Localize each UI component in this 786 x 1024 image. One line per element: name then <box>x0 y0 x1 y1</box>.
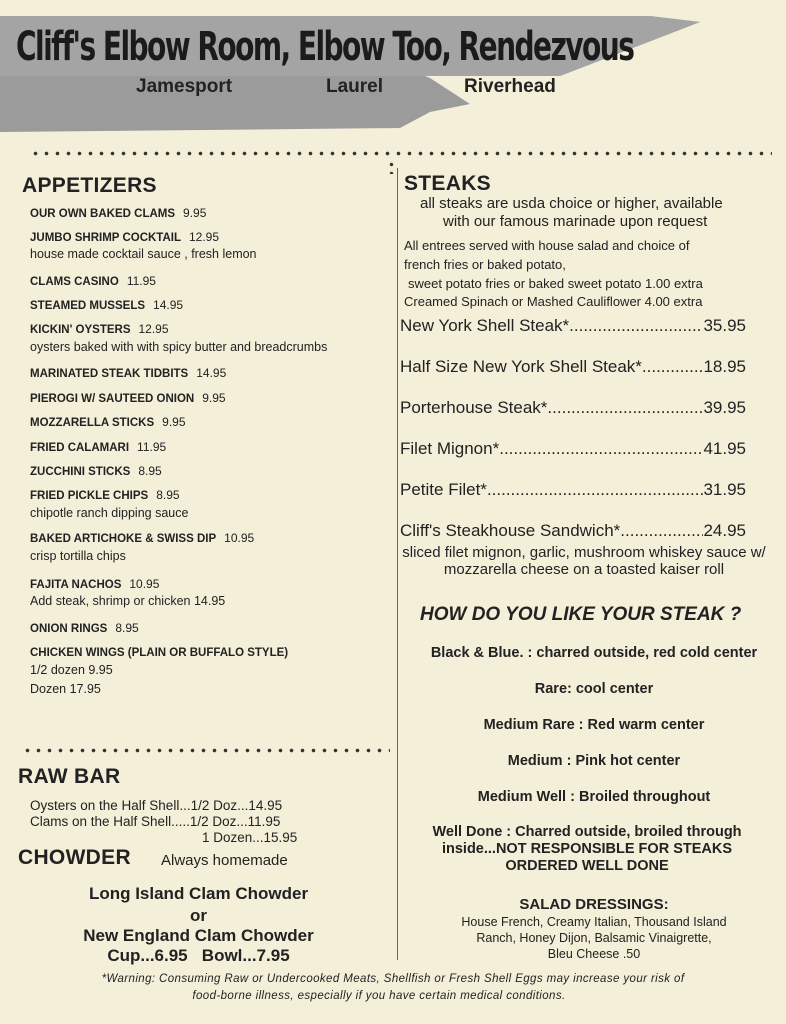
doneness-level: Black & Blue. : charred outside, red cold center <box>430 645 758 661</box>
chowder-line: New England Clam Chowder <box>83 926 314 945</box>
raw-bar-line: 1 Dozen...15.95 <box>202 830 298 845</box>
appetizer-desc: house made cocktail sauce , fresh lemon <box>30 247 257 261</box>
appetizer-item: CLAMS CASINO 11.95 <box>30 274 156 288</box>
appetizers-title: APPETIZERS <box>22 174 157 197</box>
dressings-line: House French, Creamy Italian, Thousand Island <box>461 915 727 929</box>
appetizer-item: FAJITA NACHOS 10.95 <box>30 577 160 591</box>
warning-text: *Warning: Consuming Raw or Undercooked Meats, Shellfish or Fresh Shell Eggs may increase your risk of <box>101 973 685 985</box>
doneness-level: Medium Rare : Red warm center <box>483 717 705 733</box>
restaurant-title: Cliff's Elbow Room, Elbow Too, Rendezvous <box>16 24 634 70</box>
steak-item: Filet Mignon* ..... 41.95 <box>400 439 746 459</box>
raw-bar-title: RAW BAR <box>18 765 121 788</box>
appetizer-desc: 1/2 dozen 9.95 <box>30 663 113 677</box>
steak-item: Petite Filet* ..... 31.95 <box>400 480 746 500</box>
appetizer-item: ZUCCHINI STICKS 8.95 <box>30 464 162 478</box>
appetizer-item: OUR OWN BAKED CLAMS 9.95 <box>30 206 207 220</box>
raw-bar-line: Oysters on the Half Shell...1/2 Doz...14.95 <box>30 798 283 813</box>
appetizer-item: STEAMED MUSSELS 14.95 <box>30 298 184 312</box>
appetizer-desc: Add steak, shrimp or chicken 14.95 <box>30 594 226 608</box>
steak-item: Cliff's Steakhouse Sandwich* ..... 24.95 <box>400 521 746 541</box>
divider-rawbar <box>22 748 390 753</box>
steaks-subtitle: all steaks are usda choice or higher, available <box>420 195 723 212</box>
location-jamesport: Jamesport <box>136 76 233 97</box>
entree-note: Creamed Spinach or Mashed Cauliflower 4.00 extra <box>404 294 703 309</box>
appetizer-item: JUMBO SHRIMP COCKTAIL 12.95 <box>30 230 220 244</box>
dressings-line: Ranch, Honey Dijon, Balsamic Vinaigrette, <box>476 931 712 945</box>
doneness-title: HOW DO YOU LIKE YOUR STEAK ? <box>420 604 742 625</box>
chowder-subtitle: Always homemade <box>161 852 288 869</box>
appetizer-desc: chipotle ranch dipping sauce <box>30 506 189 520</box>
doneness-level: Medium : Pink hot center <box>507 753 681 769</box>
appetizer-item: ONION RINGS 8.95 <box>30 621 139 635</box>
dressings-line: Bleu Cheese .50 <box>547 947 641 961</box>
steak-item: New York Shell Steak* ..... 35.95 <box>400 316 746 336</box>
appetizer-desc: crisp tortilla chips <box>30 549 126 563</box>
steaks-subtitle: with our famous marinade upon request <box>443 213 708 230</box>
warning-text: food-borne illness, especially if you have certain medical conditions. <box>192 990 566 1002</box>
divider-column-top <box>389 160 394 174</box>
entree-note: All entrees served with house salad and choice of <box>404 238 690 253</box>
entree-note: sweet potato fries or baked sweet potato 1.00 extra <box>408 276 703 291</box>
doneness-well-done: Well Done : Charred outside, broiled through inside...NOT RESPONSIBLE FOR STEAKS ORDERED WELL DONE <box>432 824 742 874</box>
appetizer-item: BAKED ARTICHOKE & SWISS DIP 10.95 <box>30 531 255 545</box>
appetizer-item: FRIED PICKLE CHIPS 8.95 <box>30 488 180 502</box>
chowder-line: Long Island Clam Chowder <box>88 884 309 903</box>
raw-bar-line: Clams on the Half Shell.....1/2 Doz...11.95 <box>30 814 281 829</box>
chowder-price: Cup...6.95 Bowl...7.95 <box>107 946 290 965</box>
chowder-line: or <box>190 906 207 925</box>
location-riverhead: Riverhead <box>464 76 556 97</box>
appetizer-item: CHICKEN WINGS (PLAIN OR BUFFALO STYLE) <box>30 647 289 659</box>
divider-top <box>30 151 772 156</box>
appetizer-item: MOZZARELLA STICKS 9.95 <box>30 415 186 429</box>
steaks-title: STEAKS <box>404 172 491 195</box>
entree-note: french fries or baked potato, <box>404 257 566 272</box>
steak-item: Porterhouse Steak* ..... 39.95 <box>400 398 746 418</box>
dressings-title: SALAD DRESSINGS: <box>519 896 669 913</box>
steak-item: Half Size New York Shell Steak* ..... 18.95 <box>400 357 746 377</box>
sandwich-desc: sliced filet mignon, garlic, mushroom whiskey sauce w/ mozzarella cheese on a toasted kaiser roll <box>402 544 766 578</box>
doneness-level: Rare: cool center <box>534 681 654 697</box>
appetizer-desc: oysters baked with with spicy butter and breadcrumbs <box>30 340 328 354</box>
appetizer-item: MARINATED STEAK TIDBITS 14.95 <box>30 366 227 380</box>
chowder-title: CHOWDER <box>18 846 131 869</box>
location-laurel: Laurel <box>326 76 384 97</box>
appetizer-item: PIEROGI W/ SAUTEED ONION 9.95 <box>30 391 226 405</box>
appetizer-item: FRIED CALAMARI 11.95 <box>30 440 167 454</box>
appetizer-desc: Dozen 17.95 <box>30 682 101 696</box>
doneness-level: Medium Well : Broiled throughout <box>477 789 711 805</box>
appetizer-item: KICKIN' OYSTERS 12.95 <box>30 322 169 336</box>
